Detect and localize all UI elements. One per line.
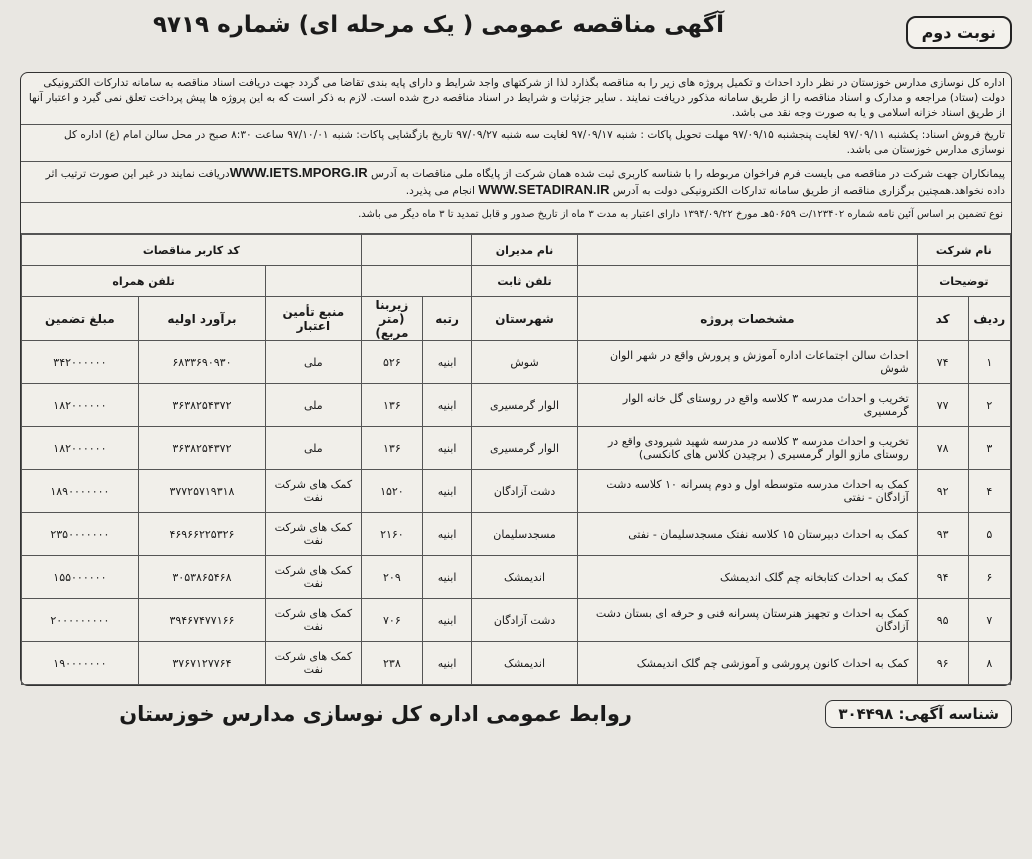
- cell-spec: احداث سالن اجتماعات اداره آموزش و پرورش واقع در شهر الوان شوش: [578, 341, 918, 384]
- registration-paragraph: [21, 162, 1011, 203]
- cell-area: ۲۱۶۰: [361, 513, 423, 556]
- table-row: [22, 341, 1011, 384]
- cell-grade: ابنیه: [423, 341, 472, 384]
- cell-estimate: ۳۷۶۷۱۲۷۷۶۴: [138, 642, 265, 685]
- cell-n: ۴: [968, 470, 1010, 513]
- cell-guarantee: ۱۹۰۰۰۰۰۰۰: [22, 642, 139, 685]
- cell-grade: ابنیه: [423, 470, 472, 513]
- cell-guarantee: ۲۳۵۰۰۰۰۰۰۰: [22, 513, 139, 556]
- cell-n: ۶: [968, 556, 1010, 599]
- registration-text-b: دریافت نمایند در غیر این صورت ترتیب اثر داده نخواهد.همچنین برگزاری مناقصه از طریق سامانه تدارکات الکترونیکی دولت به آدرس: [45, 168, 1005, 197]
- dates-paragraph: تاریخ فروش اسناد: یکشنبه ۹۷/۰۹/۱۱ لغایت پنجشنبه ۹۷/۰۹/۱۵ مهلت تحویل پاکات : شنبه ۹۷/۰۹/۱۷ لغایت سه شنبه ۹۷/۰۹/۲۷ تاریخ بازگشایی پاکات: شنبه ۹۷/۱۰/۰۱ ساعت ۸:۳۰ صبح در محل سالن امام (ع) اداره کل نوسازی مدارس خوزستان می باشد.: [21, 125, 1011, 162]
- notice-header: [8, 6, 1024, 72]
- cell-source: کمک های شرکت نفت: [266, 513, 362, 556]
- landline-value[interactable]: [361, 266, 471, 297]
- col-estimate: برآورد اولیه: [138, 297, 265, 341]
- organization-signature: روابط عمومی اداره کل نوسازی مدارس خوزستان: [119, 702, 632, 726]
- notice-id-badge: شناسه آگهی: ۳۰۴۴۹۸: [825, 700, 1012, 728]
- registration-text-a: پیمانکاران جهت شرکت در مناقصه می بایست فرم فراخوان مربوطه را با شناسه کاربری ثبت شده همان شرکت از پایگاه ملی مناقصات به آدرس: [367, 168, 1005, 180]
- cell-estimate: ۳۹۴۶۷۴۷۷۱۶۶: [138, 599, 265, 642]
- notes-label: توضیحات: [917, 266, 1010, 297]
- cell-code: ۹۵: [917, 599, 968, 642]
- col-row: ردیف: [968, 297, 1010, 341]
- form-row-1: [22, 235, 1011, 266]
- cell-n: ۱: [968, 341, 1010, 384]
- cell-estimate: ۳۰۵۳۸۶۵۴۶۸: [138, 556, 265, 599]
- company-name-label: نام شرکت: [917, 235, 1010, 266]
- cell-city: الوار گرمسیری: [471, 427, 577, 470]
- notice-title: آگهی مناقصه عمومی ( یک مرحله ای) شماره ۹۷۱۹: [152, 12, 724, 38]
- table-header-row: [22, 297, 1011, 341]
- notes-value[interactable]: [578, 266, 918, 297]
- cell-area: ۷۰۶: [361, 599, 423, 642]
- cell-grade: ابنیه: [423, 427, 472, 470]
- form-row-2: [22, 266, 1011, 297]
- table-row: [22, 384, 1011, 427]
- cell-area: ۲۳۸: [361, 642, 423, 685]
- company-name-value[interactable]: [578, 235, 918, 266]
- cell-city: اندیمشک: [471, 556, 577, 599]
- cell-spec: کمک به احداث و تجهیز هنرستان پسرانه فنی و حرفه ای بستان دشت آزادگان: [578, 599, 918, 642]
- cell-source: کمک های شرکت نفت: [266, 642, 362, 685]
- cell-grade: ابنیه: [423, 556, 472, 599]
- cell-city: الوار گرمسیری: [471, 384, 577, 427]
- col-code: کد: [917, 297, 968, 341]
- cell-source: کمک های شرکت نفت: [266, 556, 362, 599]
- round-badge: نوبت دوم: [906, 16, 1012, 49]
- setadiran-link[interactable]: WWW.SETADIRAN.IR: [478, 182, 610, 197]
- cell-city: شوش: [471, 341, 577, 384]
- guarantee-paragraph: نوع تضمین بر اساس آئین نامه شماره ۱۲۳۴۰۲/ت ۵۰۶۵۹هـ مورخ ۱۳۹۴/۰۹/۲۲ دارای اعتبار به مدت ۳ ماه از تاریخ صدور و قابل تمدید تا ۳ ماه دیگر می باشد.: [21, 203, 1011, 234]
- cell-area: ۱۳۶: [361, 384, 423, 427]
- cell-code: ۹۴: [917, 556, 968, 599]
- table-row: [22, 642, 1011, 685]
- col-grade: رتبه: [423, 297, 472, 341]
- landline-label: تلفن ثابت: [471, 266, 577, 297]
- cell-city: دشت آزادگان: [471, 599, 577, 642]
- cell-spec: کمک به احداث کتابخانه چم گلک اندیمشک: [578, 556, 918, 599]
- cell-guarantee: ۳۴۲۰۰۰۰۰۰: [22, 341, 139, 384]
- cell-n: ۲: [968, 384, 1010, 427]
- cell-spec: کمک به احداث مدرسه متوسطه اول و دوم پسرانه ۱۰ کلاسه دشت آزادگان - نفتی: [578, 470, 918, 513]
- cell-estimate: ۳۶۳۸۲۵۴۳۷۲: [138, 427, 265, 470]
- cell-guarantee: ۱۸۹۰۰۰۰۰۰۰: [22, 470, 139, 513]
- cell-spec: تخریب و احداث مدرسه ۳ کلاسه در مدرسه شهید شیرودی واقع در روستای مازو الوار گرمسیری ( برچیدن کلاس های کانکسی): [578, 427, 918, 470]
- projects-rows: [22, 341, 1011, 685]
- cell-area: ۱۵۲۰: [361, 470, 423, 513]
- cell-spec: تخریب و احداث مدرسه ۳ کلاسه واقع در روستای گل خانه الوار گرمسیری: [578, 384, 918, 427]
- cell-estimate: ۳۷۷۲۵۷۱۹۳۱۸: [138, 470, 265, 513]
- cell-grade: ابنیه: [423, 599, 472, 642]
- cell-grade: ابنیه: [423, 384, 472, 427]
- cell-city: اندیمشک: [471, 642, 577, 685]
- table-row: [22, 427, 1011, 470]
- user-code-label: کد کاربر مناقصات: [22, 235, 362, 266]
- notice-footer: [20, 692, 1012, 738]
- col-guarantee: مبلغ تضمین: [22, 297, 139, 341]
- notice-body: [20, 72, 1012, 686]
- registration-text-c: انجام می پذیرد.: [405, 185, 479, 197]
- table-row: [22, 470, 1011, 513]
- cell-spec: کمک به احداث کانون پرورشی و آموزشی چم گلک اندیمشک: [578, 642, 918, 685]
- cell-grade: ابنیه: [423, 642, 472, 685]
- cell-area: ۱۳۶: [361, 427, 423, 470]
- col-spec: مشخصات پروژه: [578, 297, 918, 341]
- cell-source: کمک های شرکت نفت: [266, 599, 362, 642]
- cell-code: ۹۳: [917, 513, 968, 556]
- col-source: منبع تأمین اعتبار: [266, 297, 362, 341]
- cell-n: ۷: [968, 599, 1010, 642]
- intro-paragraph: اداره کل نوسازی مدارس خوزستان در نظر دارد احداث و تکمیل پروژه های زیر را به مناقصه بگذارد لذا از شرکتهای واجد شرایط و دارای پایه بندی تقاضا می گردد جهت دریافت اسناد مناقصه به سامانه تدارکات الکترونیکی دولت (ستاد) مراجعه و مدارک و اسناد مناقصه را از طریق سامانه مذکور دریافت نمایند . سایر جزئیات و شرایط در اسناد مناقصه درج شده است. لازم به ذکر است که به این پروژه ها پیش پرداخت تعلق نمی گیرد و اعتبار آنها از طریق اسناد خزانه اسلامی و یا به صورت وجه نقد می باشد.: [21, 73, 1011, 125]
- cell-estimate: ۶۸۳۳۶۹۰۹۳۰: [138, 341, 265, 384]
- cell-grade: ابنیه: [423, 513, 472, 556]
- cell-source: کمک های شرکت نفت: [266, 470, 362, 513]
- cell-n: ۳: [968, 427, 1010, 470]
- cell-source: ملی: [266, 384, 362, 427]
- col-city: شهرستان: [471, 297, 577, 341]
- projects-table: [21, 234, 1011, 685]
- cell-code: ۹۲: [917, 470, 968, 513]
- cell-source: ملی: [266, 427, 362, 470]
- cell-area: ۲۰۹: [361, 556, 423, 599]
- cell-guarantee: ۱۸۲۰۰۰۰۰۰: [22, 384, 139, 427]
- cell-city: مسجدسلیمان: [471, 513, 577, 556]
- cell-spec: کمک به احداث دبیرستان ۱۵ کلاسه نفتک مسجدسلیمان - نفتی: [578, 513, 918, 556]
- table-row: [22, 599, 1011, 642]
- cell-n: ۸: [968, 642, 1010, 685]
- col-area: زیربنا (متر مربع): [361, 297, 423, 341]
- managers-label: نام مدیران: [471, 235, 577, 266]
- table-row: [22, 556, 1011, 599]
- managers-value[interactable]: [361, 235, 471, 266]
- cell-city: دشت آزادگان: [471, 470, 577, 513]
- cell-code: ۹۶: [917, 642, 968, 685]
- cell-area: ۵۲۶: [361, 341, 423, 384]
- cell-guarantee: ۱۵۵۰۰۰۰۰۰: [22, 556, 139, 599]
- cell-code: ۷۷: [917, 384, 968, 427]
- iets-link[interactable]: WWW.IETS.MPORG.IR: [229, 165, 368, 180]
- cell-estimate: ۴۶۹۶۶۲۲۵۳۲۶: [138, 513, 265, 556]
- cell-code: ۷۸: [917, 427, 968, 470]
- cell-guarantee: ۲۰۰۰۰۰۰۰۰۰: [22, 599, 139, 642]
- cell-estimate: ۳۶۳۸۲۵۴۳۷۲: [138, 384, 265, 427]
- cell-n: ۵: [968, 513, 1010, 556]
- cell-guarantee: ۱۸۲۰۰۰۰۰۰: [22, 427, 139, 470]
- cell-code: ۷۴: [917, 341, 968, 384]
- user-code-value[interactable]: [266, 266, 362, 297]
- mobile-label: تلفن همراه: [22, 266, 266, 297]
- table-row: [22, 513, 1011, 556]
- cell-source: ملی: [266, 341, 362, 384]
